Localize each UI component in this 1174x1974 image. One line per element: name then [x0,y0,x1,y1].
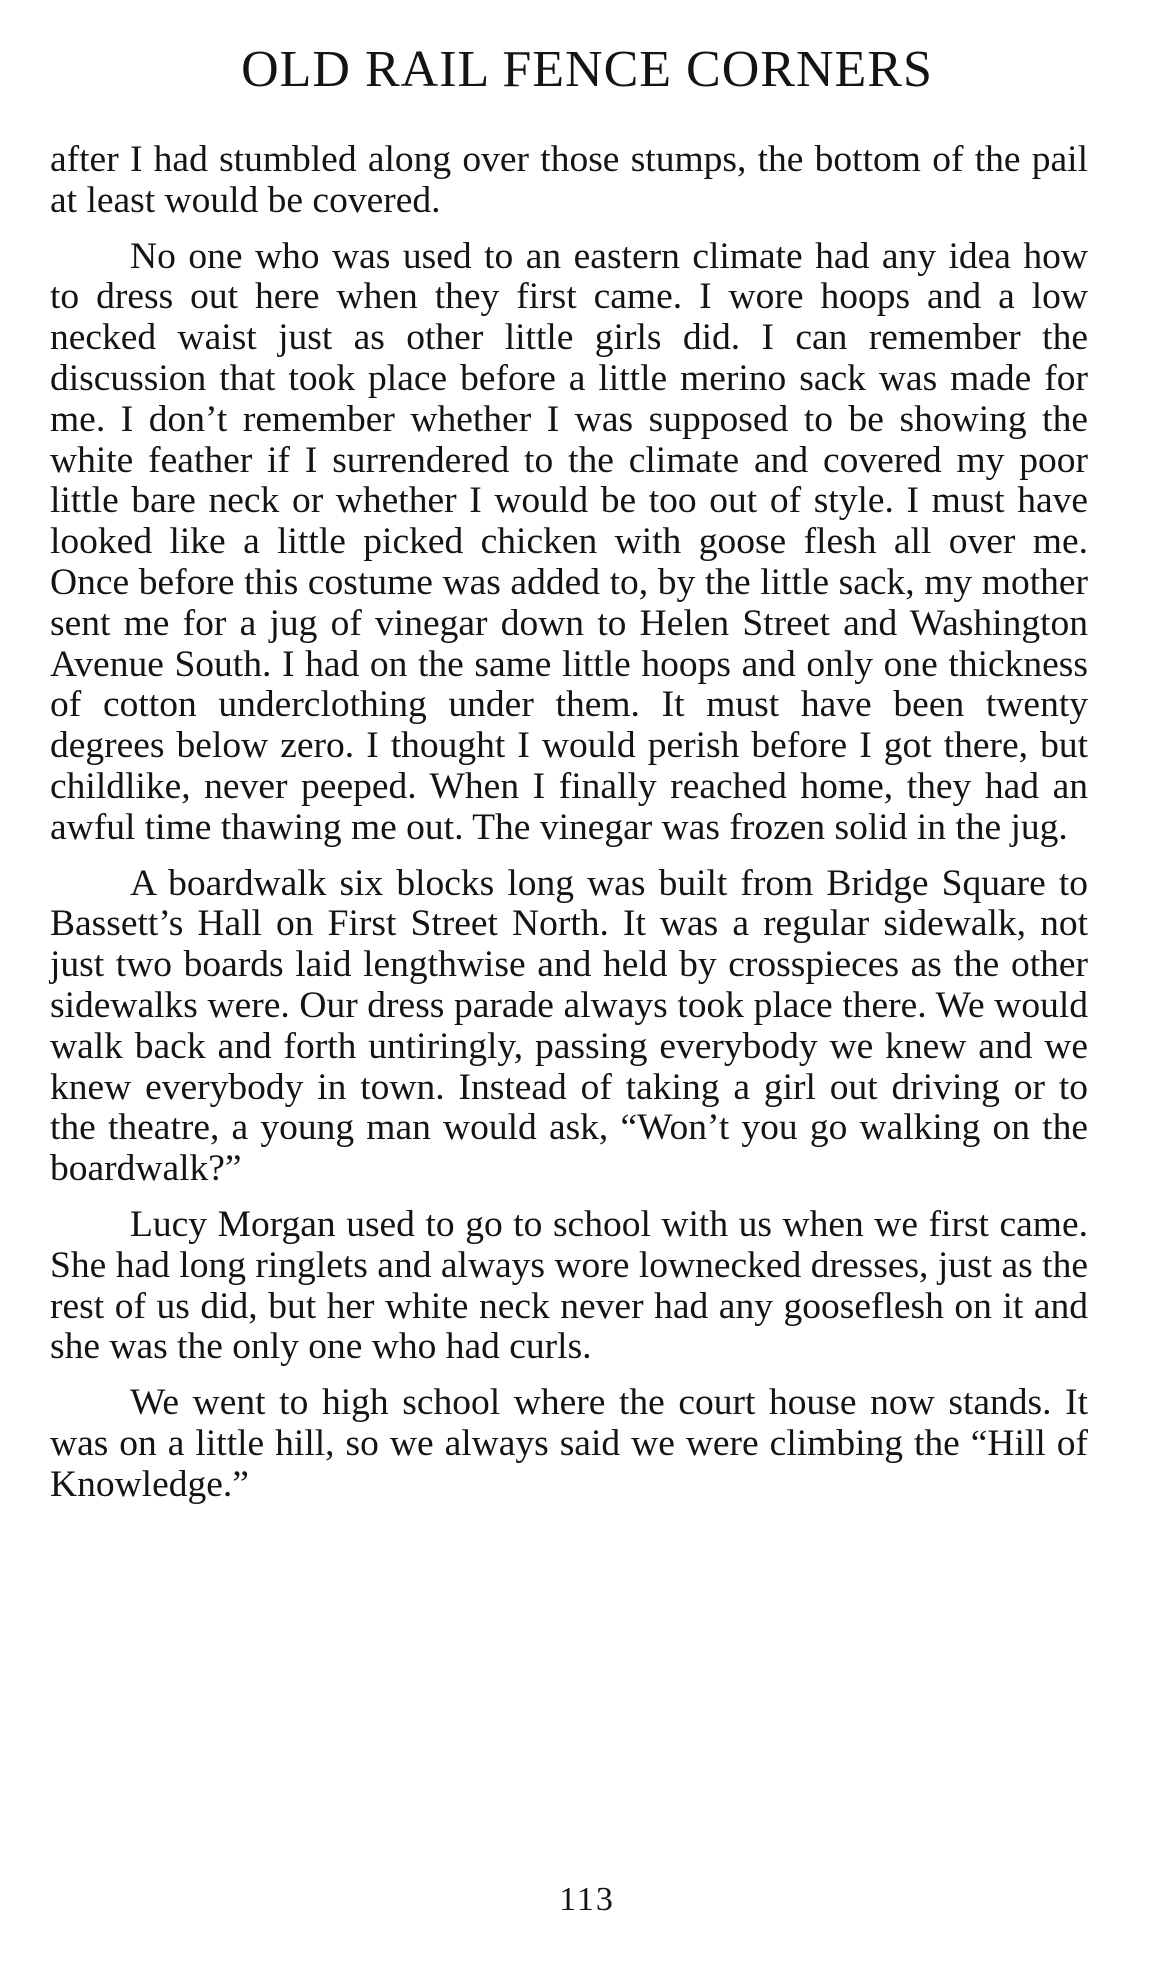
paragraph-lucy-morgan: Lucy Morgan used to go to school with us when we first came. She had long ringlets and always wore lownecked dresses, just as the rest of us did, but her white neck never had any gooseflesh on it and she was the only one who had curls. [50,1203,1088,1368]
paragraph-climate-dress: No one who was used to an eastern climate had any idea how to dress out here when they first came. I wore hoops and a low necked waist just as other little girls did. I can remember the discussion that took place before a little merino sack was made for me. I don’t remember whether I was supposed to be showing the white feather if I surrendered to the climate and covered my poor little bare neck or whether I would be too out of style. I must have looked like a little picked chicken with goose flesh all over me. Once before this costume was added to, by the little sack, my mother sent me for a jug of vinegar down to Helen Street and Washington Avenue South. I had on the same little hoops and only one thickness of cotton underclothing under them. It must have been twenty degrees below zero. I thought I would perish before I got there, but childlike, never peeped. When I finally reached home, they had an awful time thawing me out. The vinegar was frozen solid in the jug. [50,235,1088,848]
paragraph-high-school: We went to high school where the court house now stands. It was on a little hill, so we always said we were climbing the “Hill of Knowledge.” [50,1382,1088,1505]
paragraph-boardwalk: A boardwalk six blocks long was built from Bridge Square to Bassett’s Hall on First Street North. It was a regular sidewalk, not just two boards laid lengthwise and held by crosspieces as the other sidewalks were. Our dress parade always took place there. We would walk back and forth untiringly, passing everybody we knew and we knew everybody in town. Instead of taking a girl out driving or to the theatre, a young man would ask, “Won’t you go walking on the boardwalk?” [50,862,1088,1190]
paragraph-continued: after I had stumbled along over those stumps, the bottom of the pail at least would be covered. [50,139,1088,221]
body-text [50,140,1088,1506]
running-head: OLD RAIL FENCE CORNERS [241,41,933,98]
page-number: 113 [559,1881,615,1918]
